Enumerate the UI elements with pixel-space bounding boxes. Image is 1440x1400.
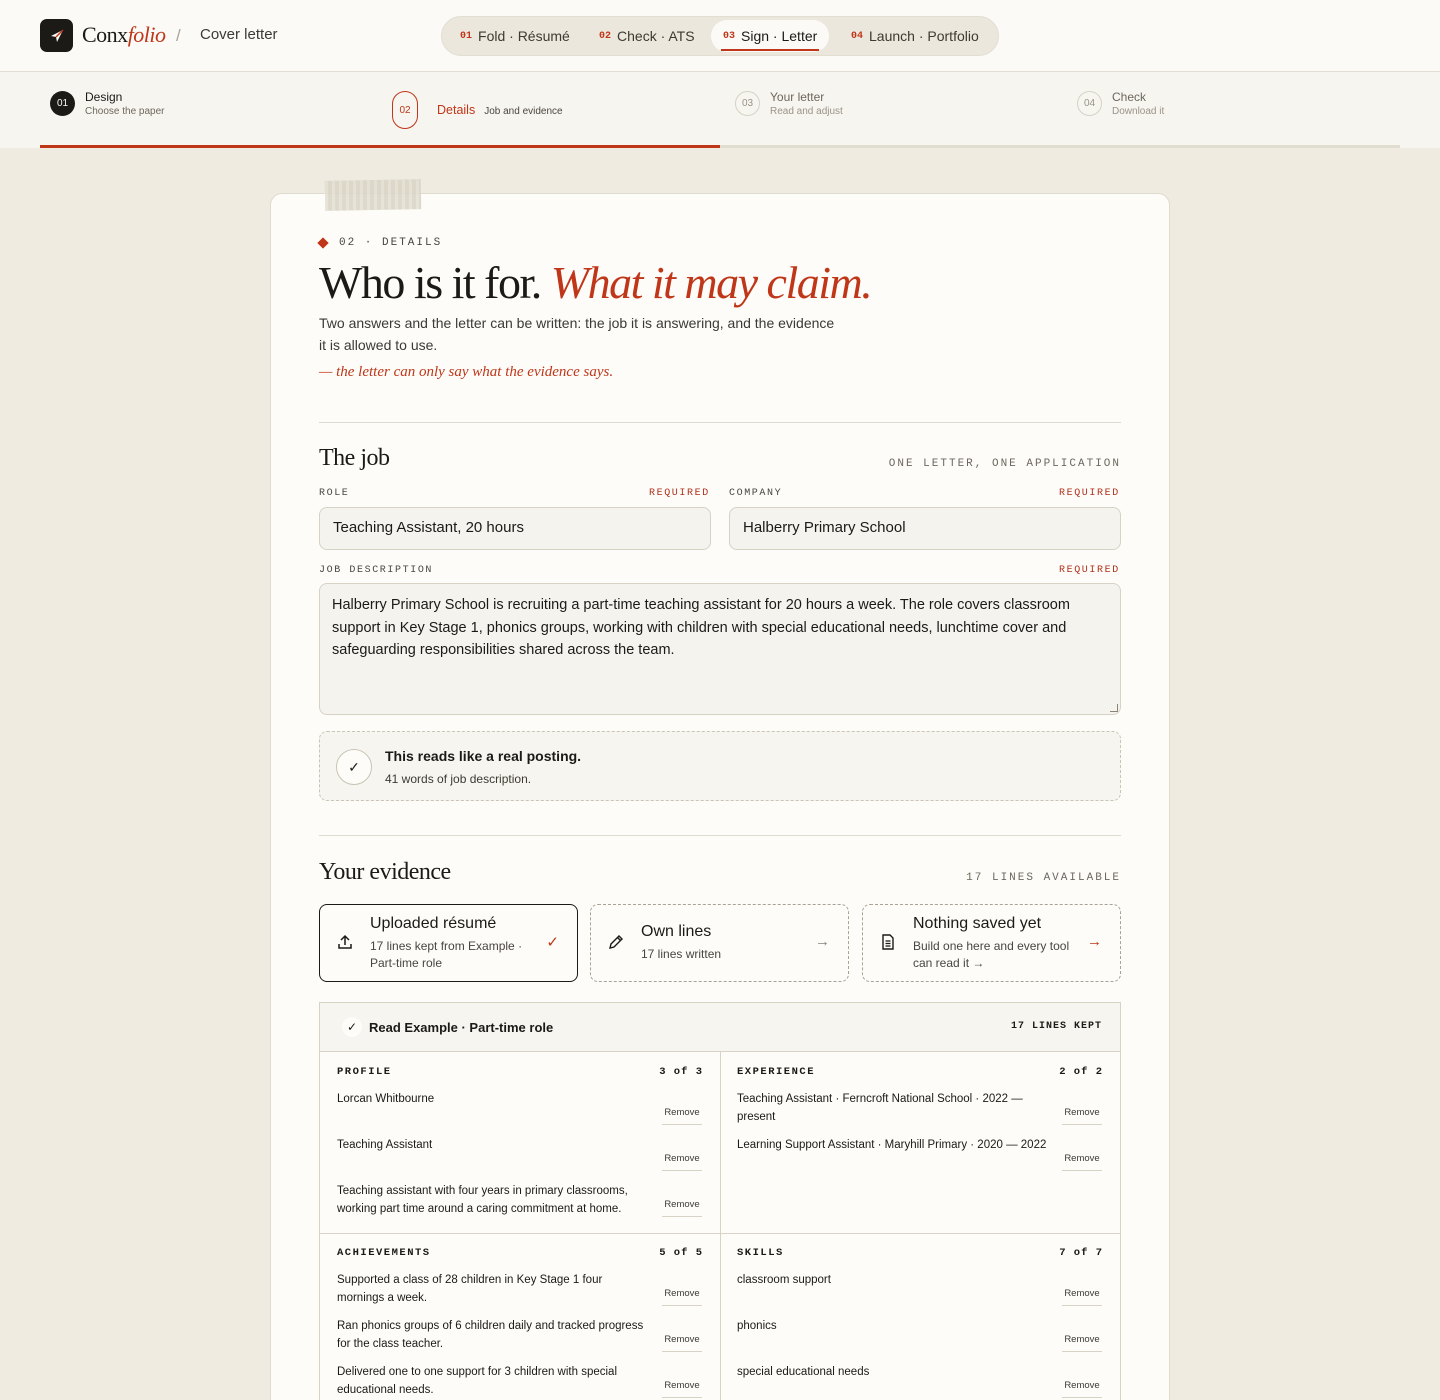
- page-title: [319, 256, 871, 309]
- checkmark-icon: ✓: [342, 1017, 362, 1037]
- job-description-text: Halberry Primary School is recruiting a part-time teaching assistant for 20 hours a week. The role covers classroom support in Key Stage 1, phonics groups, working with children with special educational needs, lunchtime cover and safeguarding responsibilities shared across the team.: [332, 597, 1070, 658]
- row-divider: [320, 1233, 1120, 1234]
- notice-subtitle: 41 words of job description.: [385, 772, 532, 786]
- evidence-text: special educational needs: [737, 1366, 870, 1378]
- company-required: REQUIRED: [1059, 488, 1120, 499]
- evidence-line: [737, 1271, 1103, 1317]
- divider: [319, 422, 1121, 423]
- evidence-text: Teaching Assistant · Ferncroft National School · 2022 — present: [737, 1093, 1023, 1123]
- tab-launch-portfolio[interactable]: [839, 20, 991, 52]
- step-check[interactable]: [1077, 90, 1164, 117]
- evidence-line: [337, 1090, 703, 1136]
- step-number-badge: 03: [735, 91, 760, 116]
- source-title: Nothing saved yet: [913, 915, 1042, 932]
- panel-meta: 17 LINES KEPT: [1010, 1021, 1102, 1032]
- evidence-line: [737, 1136, 1103, 1182]
- group-count: 7 of 7: [1059, 1247, 1103, 1259]
- evidence-line: [337, 1271, 703, 1317]
- company-label: COMPANY: [729, 488, 783, 499]
- divider: [319, 835, 1121, 836]
- progress-fill: [40, 145, 720, 148]
- evidence-line: [337, 1136, 703, 1182]
- remove-button[interactable]: Remove: [662, 1100, 702, 1125]
- evidence-text: phonics: [737, 1320, 777, 1332]
- step-title: Details: [437, 103, 476, 117]
- evidence-line: [737, 1090, 1103, 1136]
- source-subtitle: 17 lines kept from Example · Part-time role: [370, 939, 523, 970]
- role-field[interactable]: Teaching Assistant, 20 hours: [319, 507, 711, 550]
- step-subtitle: Download it: [1112, 106, 1165, 117]
- paper-plane-icon: [49, 28, 65, 44]
- group-count: 3 of 3: [659, 1066, 703, 1078]
- evidence-line: [737, 1363, 1103, 1400]
- step-number-badge: 01: [50, 91, 75, 116]
- breadcrumb-separator: /: [176, 26, 181, 45]
- column-divider: [720, 1052, 721, 1400]
- group-title: ACHIEVEMENTS: [337, 1247, 431, 1259]
- step-your-letter[interactable]: [735, 90, 843, 117]
- remove-button[interactable]: Remove: [662, 1146, 702, 1171]
- step-details[interactable]: [392, 91, 563, 129]
- role-label: ROLE: [319, 488, 350, 499]
- resize-handle[interactable]: [1110, 704, 1118, 712]
- evidence-line: [737, 1317, 1103, 1363]
- progress-track: [40, 145, 1400, 148]
- step-subtitle: Choose the paper: [85, 106, 165, 117]
- step-design[interactable]: [50, 90, 165, 117]
- group-title: PROFILE: [337, 1066, 392, 1078]
- diamond-icon: [317, 237, 328, 248]
- group-title: EXPERIENCE: [737, 1066, 816, 1078]
- company-field[interactable]: Halberry Primary School: [729, 507, 1121, 550]
- evidence-panel: [319, 1002, 1121, 1400]
- evidence-text: Ran phonics groups of 6 children daily and tracked progress for the class teacher.: [337, 1320, 644, 1350]
- job-description-label: JOB DESCRIPTION: [319, 565, 434, 576]
- panel-title: Read Example · Part-time role: [369, 1020, 554, 1035]
- pencil-icon: [607, 933, 625, 951]
- remove-button[interactable]: Remove: [1062, 1327, 1102, 1352]
- tool-switcher: [441, 16, 999, 56]
- remove-button[interactable]: Remove: [1062, 1281, 1102, 1306]
- evidence-line: [337, 1363, 703, 1400]
- upload-icon: [336, 933, 354, 951]
- arrow-right-icon: →: [815, 933, 830, 950]
- tab-label: Check · ATS: [617, 28, 695, 44]
- breadcrumb-current: Cover letter: [200, 26, 278, 43]
- step-progress: [0, 72, 1440, 148]
- tab-label: Launch · Portfolio: [869, 28, 979, 44]
- step-subtitle: Job and evidence: [484, 106, 563, 117]
- evidence-panel-header: [320, 1003, 1120, 1052]
- job-section-meta: ONE LETTER, ONE APPLICATION: [888, 458, 1121, 470]
- evidence-line: [337, 1317, 703, 1363]
- details-card: [270, 193, 1170, 1400]
- tab-label: Sign · Letter: [741, 28, 818, 44]
- source-own-lines[interactable]: [590, 904, 849, 982]
- evidence-text: classroom support: [737, 1274, 831, 1286]
- remove-button[interactable]: Remove: [662, 1373, 702, 1398]
- posting-check-notice: [319, 731, 1121, 801]
- section-eyebrow: [319, 237, 442, 249]
- group-count: 5 of 5: [659, 1247, 703, 1259]
- source-title: Uploaded résumé: [370, 915, 497, 932]
- remove-button[interactable]: Remove: [662, 1281, 702, 1306]
- job-section-title: The job: [319, 445, 390, 471]
- title-plain: Who is it for.: [319, 257, 541, 308]
- evidence-text: Teaching assistant with four years in primary classrooms, working part time around a caring commitment at home.: [337, 1185, 628, 1215]
- arrow-right-icon: →: [1087, 933, 1102, 950]
- remove-button[interactable]: Remove: [1062, 1146, 1102, 1171]
- job-description-required: REQUIRED: [1059, 565, 1120, 576]
- document-icon: [879, 933, 897, 951]
- evidence-text: Teaching Assistant: [337, 1139, 433, 1151]
- tab-number: 04: [851, 30, 864, 42]
- evidence-text: Delivered one to one support for 3 children with special educational needs.: [337, 1366, 617, 1396]
- step-number-badge: 02: [392, 91, 418, 129]
- tab-sign-letter[interactable]: [711, 20, 829, 52]
- brand-part-b: folio: [127, 22, 166, 47]
- source-subtitle: 17 lines written: [641, 947, 722, 961]
- tab-fold-resume[interactable]: [448, 20, 582, 52]
- evidence-text: Lorcan Whitbourne: [337, 1093, 435, 1105]
- source-title: Own lines: [641, 923, 712, 940]
- role-required: REQUIRED: [649, 488, 710, 499]
- remove-button[interactable]: Remove: [662, 1327, 702, 1352]
- group-title: SKILLS: [737, 1247, 784, 1259]
- source-nothing-saved[interactable]: [862, 904, 1121, 982]
- intro-text: Two answers and the letter can be written: the job it is answering, and the evidence it is allowed to use.: [319, 315, 835, 353]
- tab-label: Fold · Résumé: [478, 28, 570, 44]
- source-subtitle: Build one here and every tool can read it →: [913, 939, 1070, 970]
- notice-title: This reads like a real posting.: [385, 748, 582, 764]
- tab-number: 03: [723, 30, 736, 42]
- source-uploaded-resume[interactable]: [319, 904, 578, 982]
- step-title: Design: [85, 90, 123, 104]
- brand-wordmark[interactable]: [82, 22, 166, 48]
- logo-mark[interactable]: [40, 19, 73, 52]
- step-title: Your letter: [770, 90, 825, 104]
- evidence-text: Supported a class of 28 children in Key Stage 1 four mornings a week.: [337, 1274, 603, 1304]
- tab-number: 01: [460, 30, 473, 42]
- top-bar: [0, 0, 1440, 72]
- step-title: Check: [1112, 90, 1147, 104]
- brand-part-a: Conx: [82, 22, 128, 47]
- step-subtitle: Read and adjust: [770, 106, 843, 117]
- tape-decoration: [325, 179, 422, 211]
- eyebrow-text: 02 · DETAILS: [339, 237, 443, 249]
- remove-button[interactable]: Remove: [662, 1192, 702, 1217]
- checkmark-icon: ✓: [336, 749, 372, 785]
- tab-number: 02: [599, 30, 612, 42]
- evidence-text: Learning Support Assistant · Maryhill Primary · 2020 — 2022: [737, 1139, 1047, 1151]
- checkmark-icon: ✓: [546, 934, 559, 951]
- group-count: 2 of 2: [1059, 1066, 1103, 1078]
- evidence-section-meta: 17 LINES AVAILABLE: [966, 872, 1121, 884]
- title-accent: What it may claim.: [550, 257, 872, 308]
- job-description-field[interactable]: [319, 583, 1121, 715]
- evidence-line: [337, 1182, 703, 1228]
- step-number-badge: 04: [1077, 91, 1102, 116]
- evidence-section-title: Your evidence: [319, 859, 451, 885]
- handwritten-note: — the letter can only say what the evidence says.: [319, 364, 614, 380]
- tab-check-ats[interactable]: [587, 20, 707, 52]
- remove-button[interactable]: Remove: [1062, 1373, 1102, 1398]
- remove-button[interactable]: Remove: [1062, 1100, 1102, 1125]
